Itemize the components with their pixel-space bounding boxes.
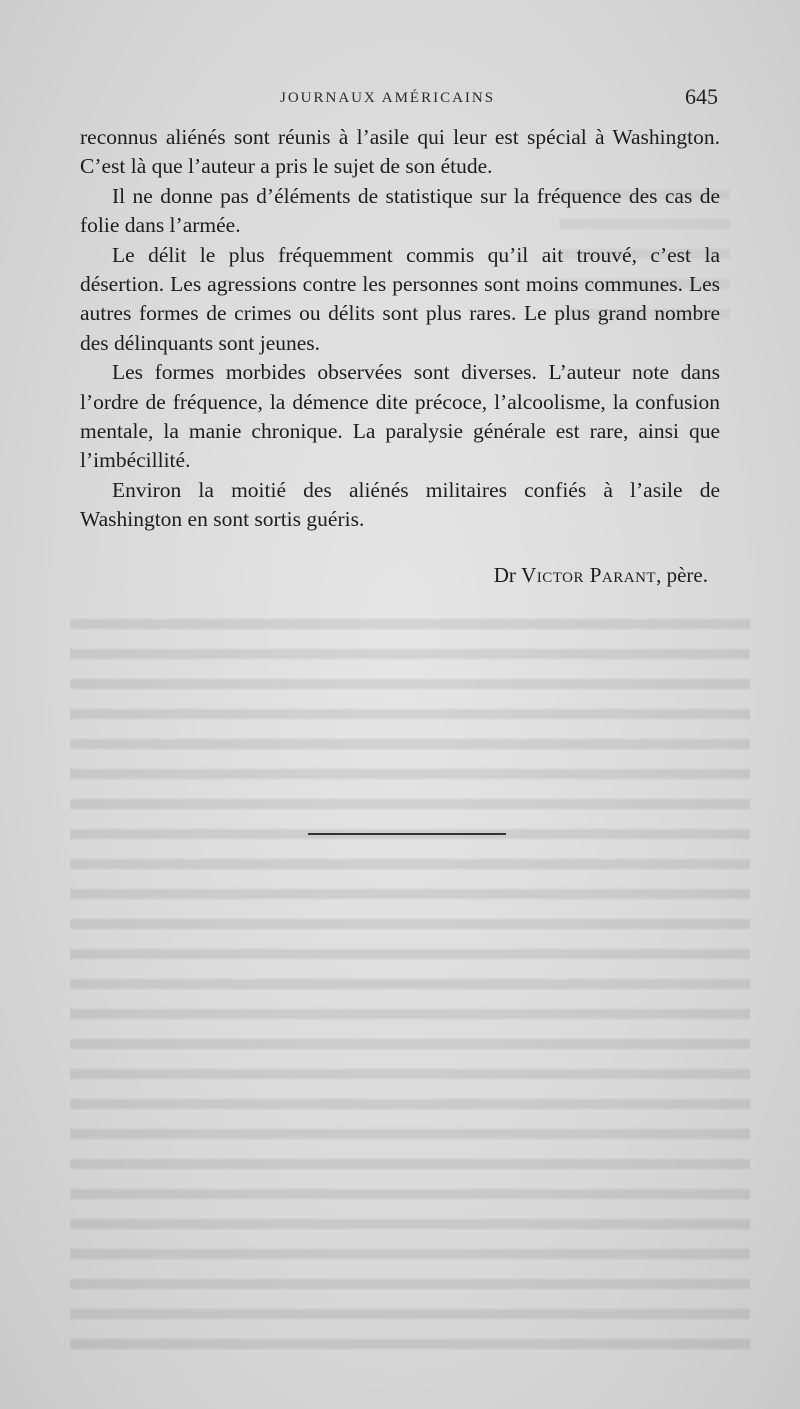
running-title: JOURNAUX AMÉRICAINS — [280, 90, 496, 106]
paragraph-1: reconnus aliénés sont réunis à l’asile qui leur est spécial à Washington. C’est là que l’auteur a pris le sujet de son étude. — [80, 125, 720, 179]
paragraph-5: Environ la moitié des aliénés militaires confiés à l’asile de Washington en sont sortis guéris. — [80, 477, 720, 532]
bleed-through-texture — [70, 600, 750, 1360]
page-header — [80, 84, 720, 114]
signature-name: Victor Parant — [521, 563, 657, 587]
signature-title: Dr — [493, 563, 516, 587]
section-divider — [308, 833, 506, 835]
author-signature — [494, 563, 708, 588]
paragraph-4: Les formes morbides observées sont diverses. L’auteur note dans l’ordre de fréquence, la démence dite précoce, l’alcoolisme, la confusion mentale, la manie chronique. La paralysie générale est rare, ainsi que l’imbécillité. — [80, 360, 720, 473]
body-text — [80, 123, 720, 535]
page-number: 645 — [685, 84, 718, 109]
paragraph-2: Il ne donne pas d’éléments de statistique sur la fréquence des cas de folie dans l’armée. — [80, 183, 720, 238]
signature-suffix: , père. — [656, 563, 708, 587]
paragraph-3: Le délit le plus fréquemment commis qu’il ait trouvé, c’est la désertion. Les agressions contre les personnes sont moins communes. Les autres formes de crimes ou délits sont plus rares. Le plus grand nombre des délinquants sont jeunes. — [80, 242, 720, 355]
